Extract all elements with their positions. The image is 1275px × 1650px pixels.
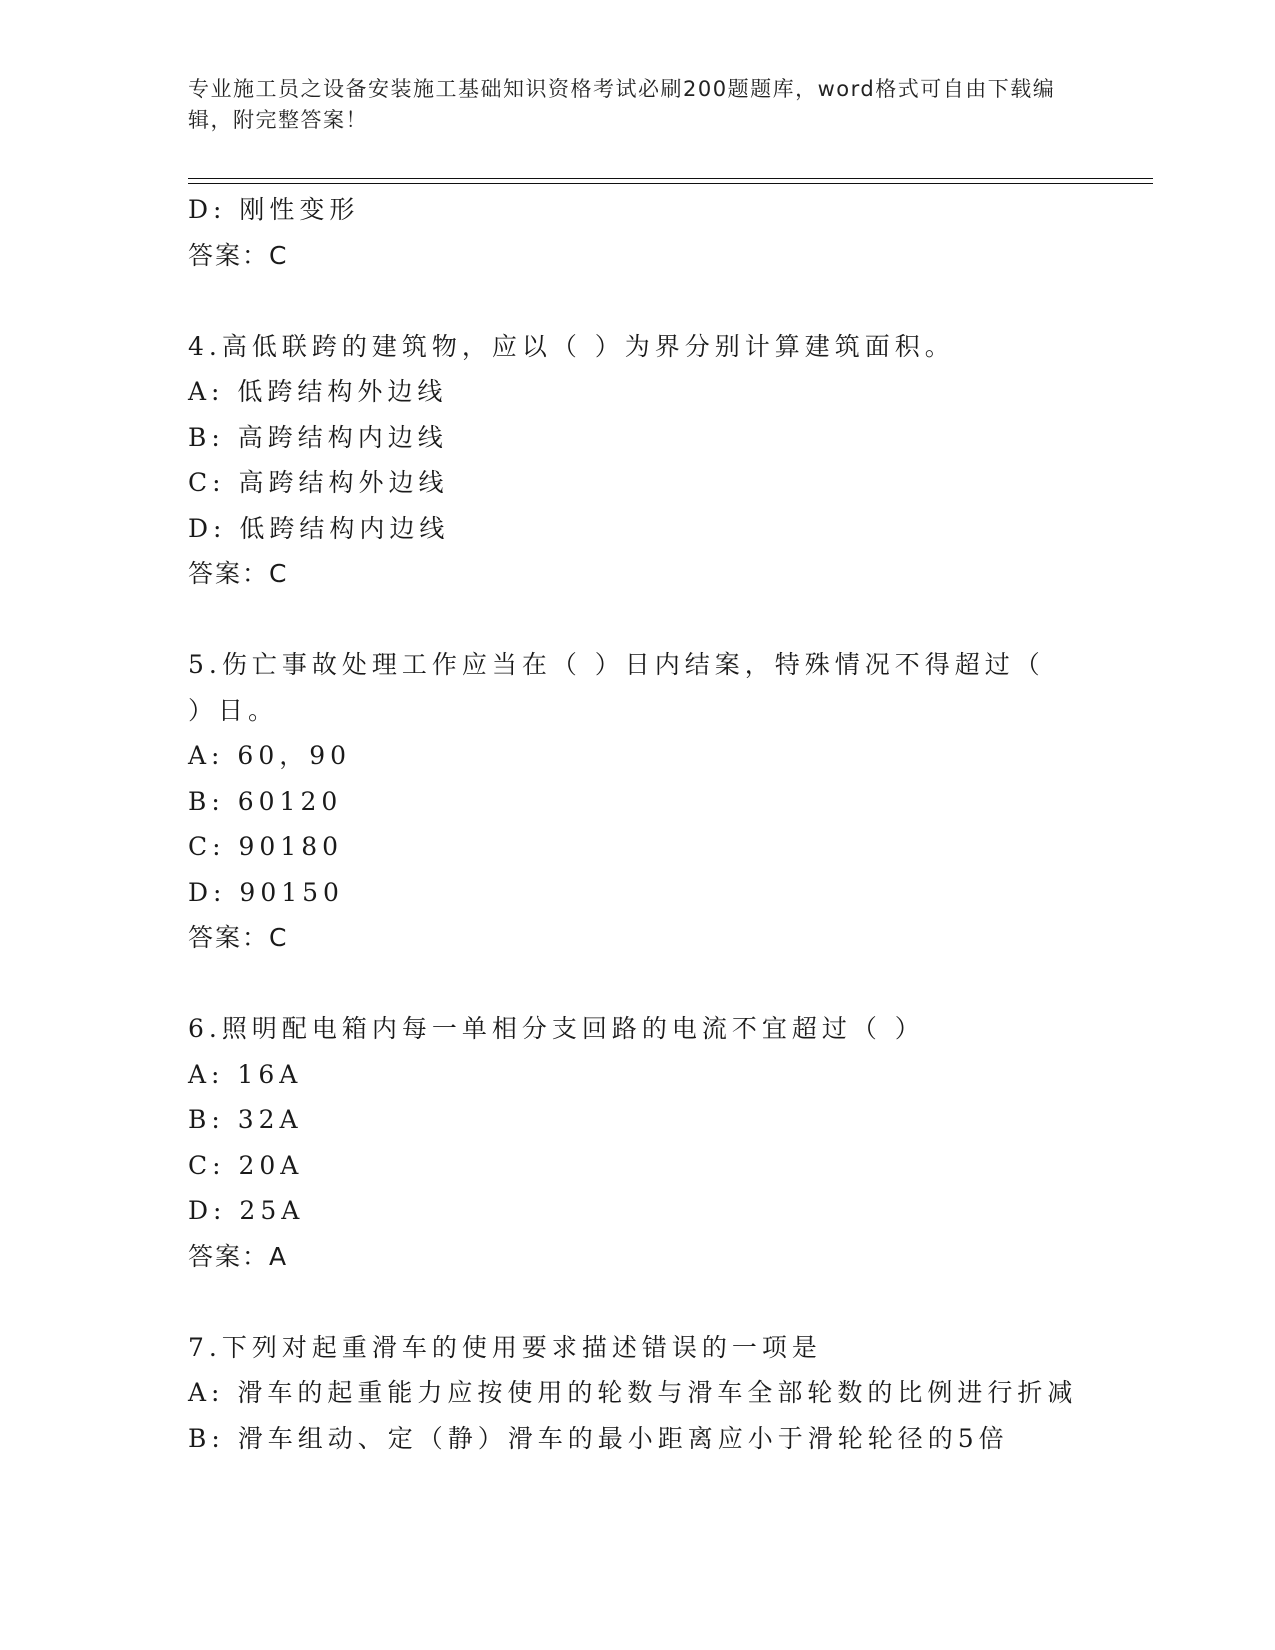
header-divider-top xyxy=(188,178,1153,179)
previous-question-fragment xyxy=(188,187,1088,278)
option-b: B: 滑车组动、定（静）滑车的最小距离应小于滑轮轮径的5倍 xyxy=(188,1423,1009,1453)
question-7 xyxy=(188,1325,1088,1462)
option-c: C: 高跨结构外边线 xyxy=(188,468,449,497)
option-b: B: 高跨结构内边线 xyxy=(188,422,448,452)
question-6 xyxy=(188,1006,1088,1279)
spacer xyxy=(188,961,1088,1007)
answer-line: 答案：A xyxy=(188,1241,289,1271)
answer-line: 答案：C xyxy=(188,923,289,952)
question-stem: 5.伤亡事故处理工作应当在（ ）日内结案，特殊情况不得超过（ ）日。 xyxy=(188,650,1045,725)
option-c: C: 90180 xyxy=(188,832,344,861)
question-stem: 4.高低联跨的建筑物，应以（ ）为界分别计算建筑面积。 xyxy=(188,331,955,361)
option-a: A: 16A xyxy=(188,1059,303,1089)
option-d: D: 90150 xyxy=(188,877,344,907)
header-divider-bottom xyxy=(188,183,1153,184)
question-stem: 6.照明配电箱内每一单相分支回路的电流不宜超过（ ） xyxy=(188,1014,925,1043)
spacer xyxy=(188,278,1088,324)
option-d: D: 低跨结构内边线 xyxy=(188,513,450,543)
option-a: A: 滑车的起重能力应按使用的轮数与滑车全部轮数的比例进行折减 xyxy=(188,1378,1078,1407)
option-a: A: 60，90 xyxy=(188,741,352,770)
option-d: D: 刚性变形 xyxy=(188,195,360,224)
spacer xyxy=(188,597,1088,643)
option-a: A: 低跨结构外边线 xyxy=(188,377,448,406)
answer-line: 答案：C xyxy=(188,559,289,588)
question-stem: 7.下列对起重滑车的使用要求描述错误的一项是 xyxy=(188,1332,822,1362)
document-header: 专业施工员之设备安装施工基础知识资格考试必刷200题题库，word格式可自由下载编辑，附完整答案！ xyxy=(188,77,1056,132)
spacer xyxy=(188,1279,1088,1325)
option-d: D: 25A xyxy=(188,1196,305,1225)
option-c: C: 20A xyxy=(188,1150,304,1180)
question-content xyxy=(188,187,1088,1461)
answer-line: 答案：C xyxy=(188,240,289,270)
option-b: B: 60120 xyxy=(188,786,343,816)
question-5 xyxy=(188,642,1088,961)
question-4 xyxy=(188,324,1088,597)
option-b: B: 32A xyxy=(188,1105,303,1134)
